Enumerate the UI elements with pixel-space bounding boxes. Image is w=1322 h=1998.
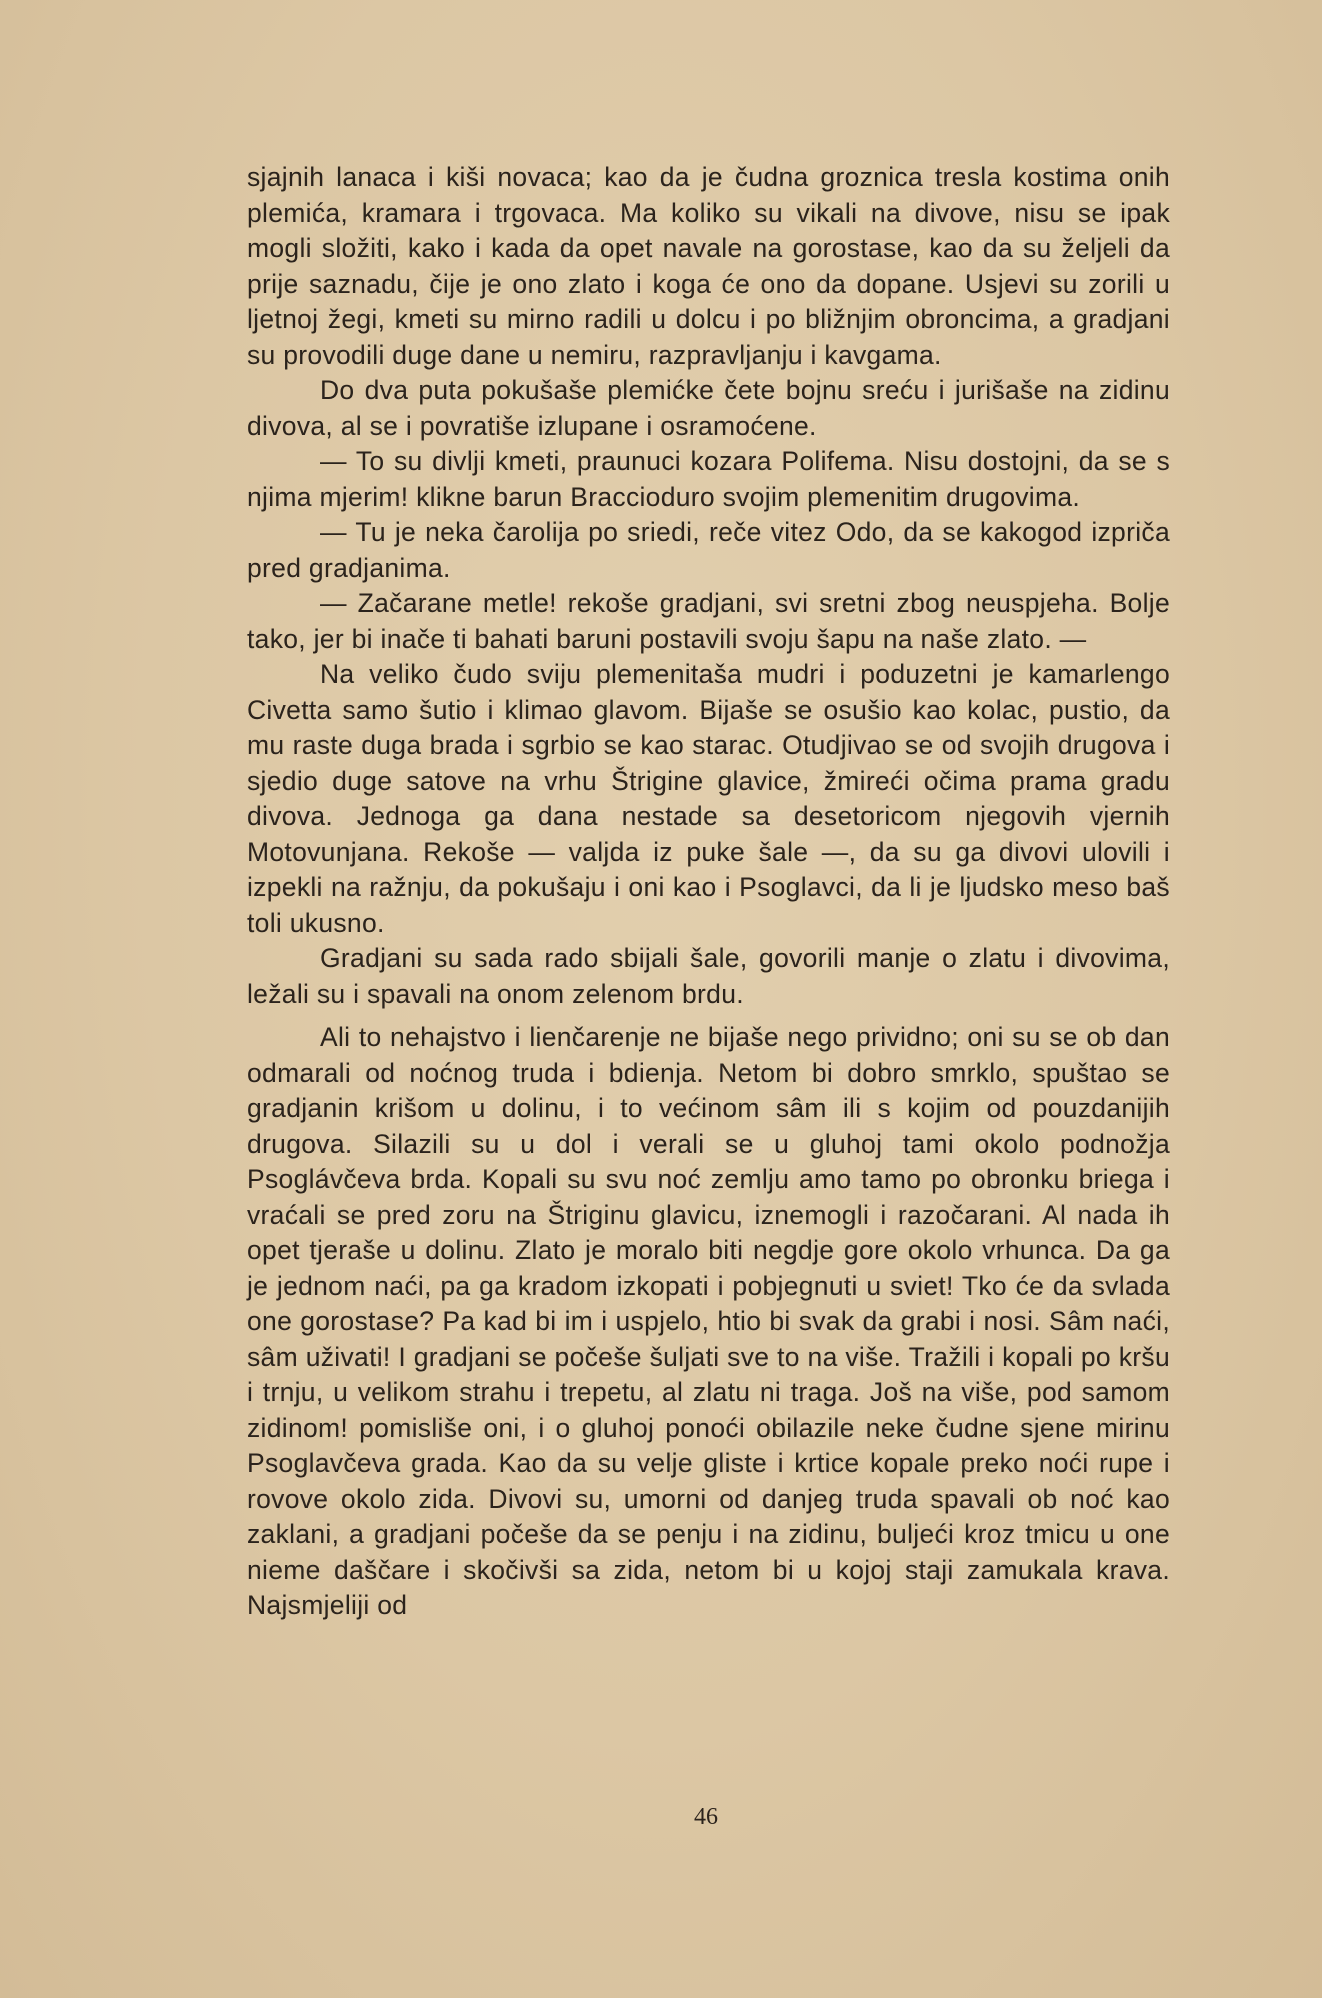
paragraph: Ali to nehajstvo i lienčarenje ne bijaše nego prividno; oni su se ob dan odmarali od noćnog truda i bdienja. Netom bi dobro smrklo, spuštao se gradjanin krišom u dolinu, i to većinom sâm ili s kojim od pouzdanijih drugova. Silazili su u dol i verali se u gluhoj tami okolo podnožja Psoglávčeva brda. Kopali su svu noć zemlju amo tamo po obronku briega i vraćali se pred zoru na Štriginu glavicu, iznemogli i razočarani. Al nada ih opet tjeraše u dolinu. Zlato je moralo biti negdje gore okolo vrhunca. Da ga je jednom naći, pa ga kradom izkopati i pobjegnuti u sviet! Tko će da svlada one gorostase? Pa kad bi im i uspjelo, htio bi svak da grabi i nosi. Sâm naći, sâm uživati! I gradjani se počeše šuljati sve to na više. Tražili i kopali po kršu i trnju, u velikom strahu i trepetu, al zlatu ni traga. Još na više, pod samom zidinom! pomisliše oni, i o gluhoj ponoći obilazile neke čudne sjene mirinu Psoglavčeva grada. Kao da su velje gliste i krtice kopale preko noći rupe i rovove okolo zida. Divovi su, umorni od danjeg truda spavali ob noć kao zaklani, a gradjani počeše da se penju i na zidinu, buljeći kroz tmicu u one nieme daščare i skočivši sa zida, netom bi u kojoj staji zamukala krava. Najsmjeliji od bbox=[247, 1022, 1170, 1620]
page-number: 46 bbox=[694, 1804, 718, 1830]
paragraph: Do dva puta pokušaše plemićke čete bojnu sreću i jurišaše na zidinu divova, al se i povratiše izlupane i osramoćene. bbox=[247, 375, 1170, 441]
paragraph-dialogue: — Začarane metle! rekoše gradjani, svi sretni zbog neuspjeha. Bolje tako, jer bi inače ti bahati baruni postavili svoju šapu na naše zlato. — bbox=[247, 588, 1170, 654]
body-text bbox=[247, 160, 1170, 1624]
paragraph-dialogue: — Tu je neka čarolija po sriedi, reče vitez Odo, da se kakogod izpriča pred gradjanima. bbox=[247, 517, 1170, 583]
paragraph: Gradjani su sada rado sbijali šale, govorili manje o zlatu i divovima, ležali su i spavali na onom zelenom brdu. bbox=[247, 943, 1170, 1009]
paragraph-dialogue: — To su divlji kmeti, praunuci kozara Polifema. Nisu dostojni, da se s njima mjerim! klikne barun Braccioduro svojim plemenitim drugovima. bbox=[247, 446, 1170, 512]
paragraph: Na veliko čudo sviju plemenitaša mudri i poduzetni je kamarlengo Civetta samo šutio i klimao glavom. Bijaše se osušio kao kolac, pustio, da mu raste duga brada i sgrbio se kao starac. Otudjivao se od svojih drugova i sjedio duge satove na vrhu Štrigine glavice, žmireći očima prama gradu divova. Jednoga ga dana nestade sa desetoricom njegovih vjernih Motovunjana. Rekoše — valjda iz puke šale —, da su ga divovi ulovili i izpekli na ražnju, da pokušaju i oni kao i Psoglavci, da li je ljudsko meso baš toli ukusno. bbox=[247, 659, 1170, 938]
paragraph-continued: sjajnih lanaca i kiši novaca; kao da je čudna groznica tresla kostima onih plemića, kramara i trgovaca. Ma koliko su vikali na divove, nisu se ipak mogli složiti, kako i kada da opet navale na gorostase, kao da su željeli da prije saznadu, čije je ono zlato i koga će ono da dopane. Usjevi su zorili u ljetnoj žegi, kmeti su mirno radili u dolcu i po bližnjim obroncima, a gradjani su provodili duge dane u nemiru, razpravljanju i kavgama. bbox=[247, 162, 1170, 370]
